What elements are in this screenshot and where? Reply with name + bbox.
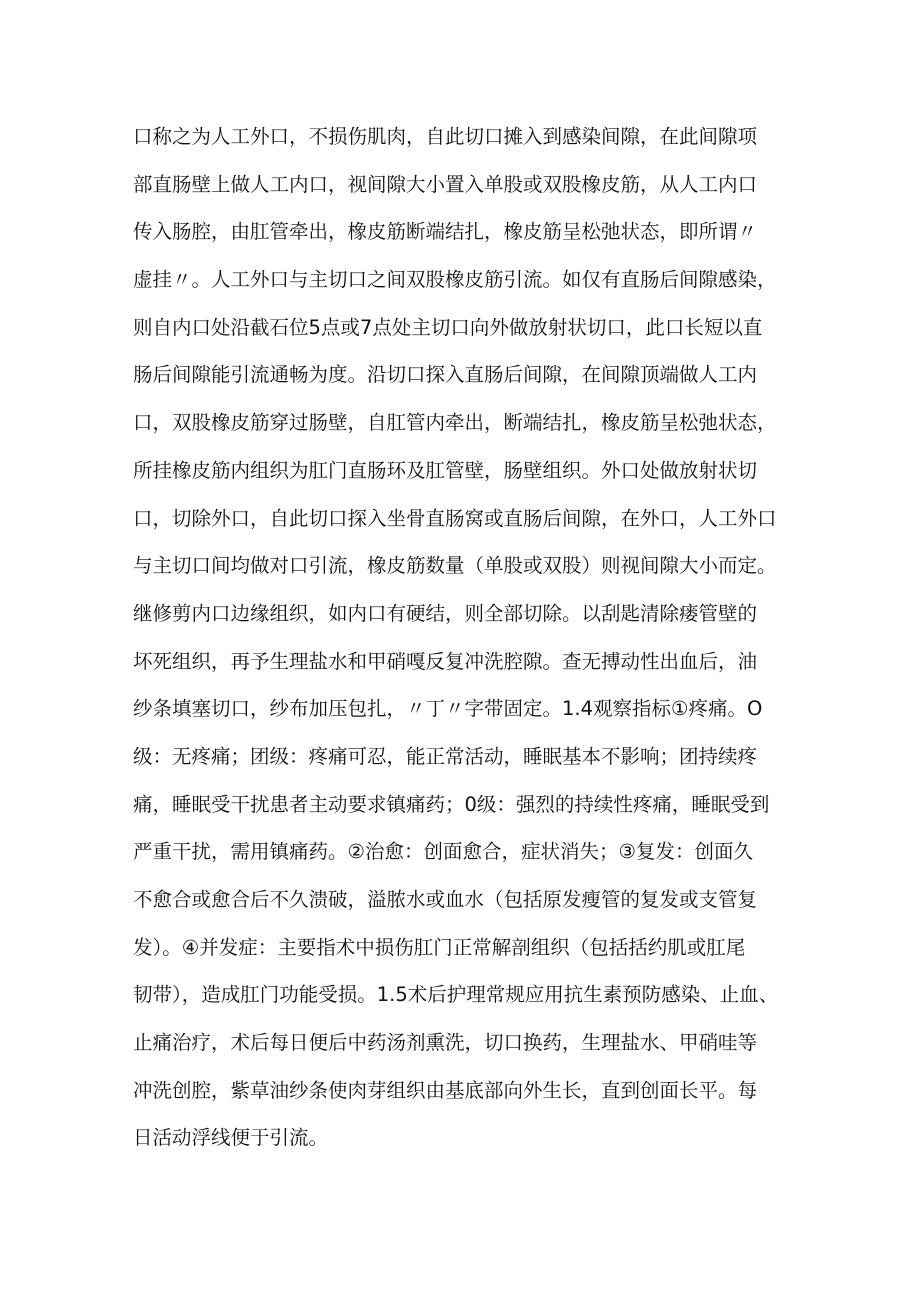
text-line: 虚挂〃。人工外口与主切口之间双股橡皮筋引流。如仅有直肠后间隙感染， [133,268,777,292]
text-line: 口，切除外口，自此切口探入坐骨直肠窝或直肠后间隙，在外口，人工外口 [133,506,777,530]
text-line: 日活动浮线便于引流。 [133,1126,329,1150]
text-line: 痛，睡眠受干扰患者主动要求镇痛药；0级：强烈的持续性疼痛，睡眠受到 [133,792,770,816]
text-line: 纱条填塞切口，纱布加压包扎，〃丁〃字带固定。1.4观察指标①疼痛。O [133,697,763,721]
text-line: 所挂橡皮筋内组织为肛门直肠环及肛管壁，肠壁组织。外口处做放射状切 [133,458,758,482]
text-line: 口称之为人工外口，不损伤肌肉，自此切口摊入到感染间隙，在此间隙项 [133,125,758,148]
text-line: 与主切口间均做对口引流，橡皮筋数量（单股或双股）则视间隙大小而定。 [133,554,777,578]
body-text [133,113,813,1162]
text-line: 继修剪内口边缘组织，如内口有硬结，则全部切除。以刮匙清除瘘管壁的 [133,601,758,625]
text-line: 级：无疼痛；团级：疼痛可忍，能正常活动，睡眠基本不影响；团持续疼 [133,744,758,768]
text-line: 止痛治疗，术后每日便后中药汤剂熏洗，切口换药，生理盐水、甲硝哇等 [133,1031,758,1055]
text-line: 发）。④并发症：主要指术中损伤肛门正常解剖组织（包括括约肌或肛尾 [133,935,746,959]
text-line: 冲洗创腔，紫草油纱条使肉芽组织由基底部向外生长，直到创面长平。每 [133,1078,758,1102]
text-line: 韧带），造成肛门功能受损。1.5术后护理常规应用抗生素预防感染、止血、 [133,983,779,1007]
text-line: 肠后间隙能引流通畅为度。沿切口探入直肠后间隙，在间隙顶端做人工内 [133,363,758,387]
text-line: 则自内口处沿截石位5点或7点处主切口向外做放射状切口，此口长短以直 [133,315,763,339]
text-line: 坏死组织，再予生理盐水和甲硝嘎反复冲洗腔隙。查无搏动性出血后，油 [133,649,758,673]
text-line: 口，双股橡皮筋穿过肠壁，自肛管内牵出，断端结扎，橡皮筋呈松弛状态， [133,411,777,435]
text-line: 严重干扰，需用镇痛药。②治愈：创面愈合，症状消失；③复发：创面久 [133,840,753,864]
text-line: 不愈合或愈合后不久溃破，溢脓水或血水（包括原发瘦管的复发或支管复 [133,888,758,911]
text-line: 部直肠壁上做人工内口，视间隙大小置入单股或双股橡皮筋，从人工内口 [133,172,758,196]
text-line: 传入肠腔，由肛管牵出，橡皮筋断端结扎，橡皮筋呈松弛状态，即所谓〃 [133,220,758,244]
